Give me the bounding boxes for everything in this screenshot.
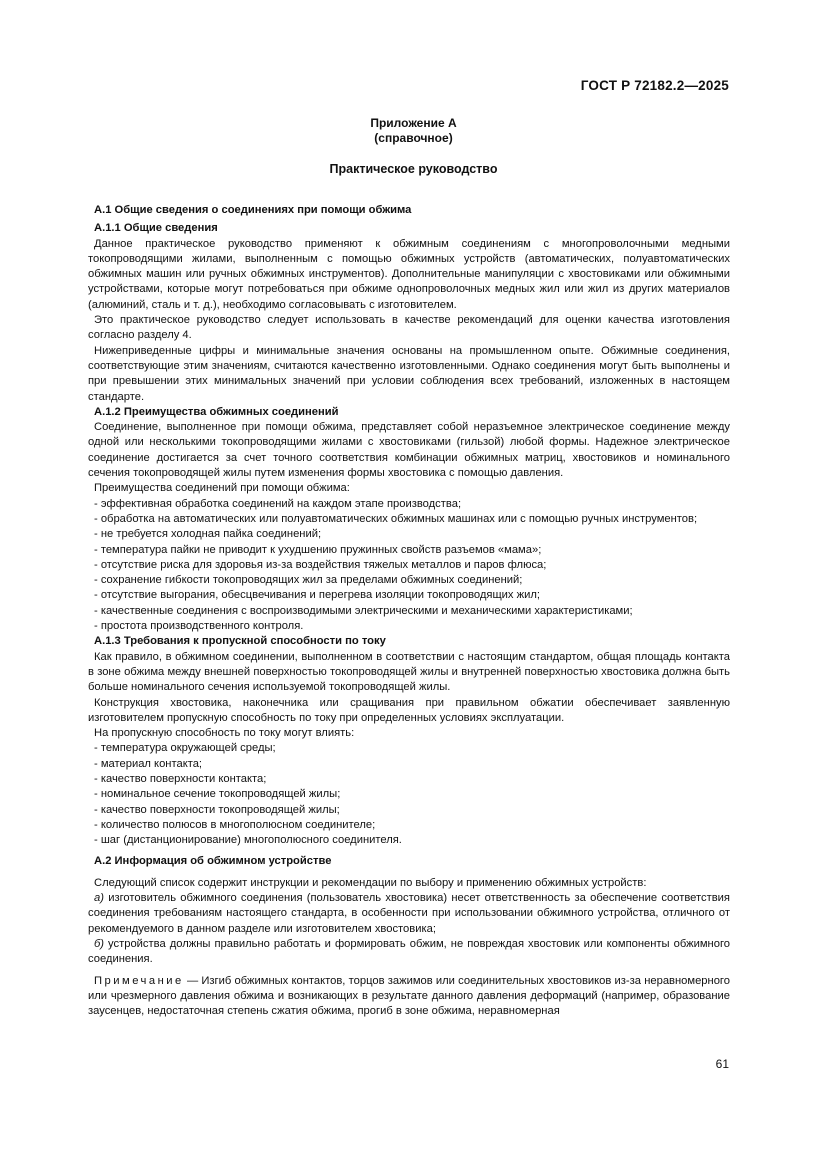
list-item: - эффективная обработка соединений на каждом этапе производства; xyxy=(94,497,462,510)
list-item-a xyxy=(88,891,730,937)
section-a1-heading: А.1 Общие сведения о соединениях при помощи обжима xyxy=(94,204,412,216)
paragraph: Преимущества соединений при помощи обжима: xyxy=(94,482,350,495)
list-item: - простота производственного контроля. xyxy=(94,620,304,633)
paragraph: Соединение, выполненное при помощи обжима, представляет собой неразъемное электрическое соединение между одной или несколькими токопроводящими жилами с хвостовиками (гильзой) любой формы. Надежное электрическое соединение достигается за счет точного соответствия комбинации обжимных матриц, хвостовиков и номинального сечения токопроводящей жилы путем изменения формы хвостовика с помощью давления. xyxy=(88,421,730,480)
paragraph: Данное практическое руководство применяют к обжимным соединениям с многопроволочными медными токопроводящими жилами, выполненным с помощью обжимных устройств (автоматических, полуавтоматических обжимных машин или ручных обжимных инструментов). Дополнительные манипуляции с хвостовиками или обжимными устройствами, которые могут потребоваться при обжиме однопроволочных медных жил или жил из других материалов (алюминий, сталь и т. д.), необходимо согласовывать с изготовителем. xyxy=(88,237,730,311)
list-item: - качество поверхности токопроводящей жилы; xyxy=(94,803,340,816)
item-text: устройства должны правильно работать и формировать обжим, не повреждая хвостовик или компоненты обжимного соединения. xyxy=(88,937,730,966)
list-item: - качество поверхности контакта; xyxy=(94,772,267,785)
list-item: - качественные соединения с воспроизводимыми электрическими и механическими характеристиками; xyxy=(94,604,633,617)
list-item: - номинальное сечение токопроводящей жилы; xyxy=(94,788,341,801)
section-a11-heading: А.1.1 Общие сведения xyxy=(94,222,218,235)
section-a12-heading: А.1.2 Преимущества обжимных соединений xyxy=(94,405,339,418)
list-item: - отсутствие выгорания, обесцвечивания и перегрева изоляции токопроводящих жил; xyxy=(94,589,540,602)
appendix-heading xyxy=(0,116,827,146)
list-item: - температура пайки не приводит к ухудшению пружинных свойств разъемов «мама»; xyxy=(94,543,542,556)
list-item: - не требуется холодная пайка соединений; xyxy=(94,528,322,541)
list-item: - шаг (дистанционирование) многополюсного соединителя. xyxy=(94,834,402,847)
list-item: - количество полюсов в многополюсном соединителе; xyxy=(94,818,376,831)
item-text: изготовитель обжимного соединения (пользователь хвостовика) несет ответственность за обеспечение соответствия соединения требованиям настоящего стандарта, в особенности при использовании обжимного устройства, отличного от рекомендуемого в данном разделе или изготовителем хвостовика; xyxy=(88,892,730,935)
paragraph: Следующий список содержит инструкции и рекомендации по выбору и применению обжимных устройств: xyxy=(94,876,647,889)
advantages-list xyxy=(88,497,730,635)
item-letter: б) xyxy=(94,937,105,950)
list-item-b xyxy=(88,937,730,968)
list-item: - обработка на автоматических или полуавтоматических обжимных машинах или с помощью ручных инструментов; xyxy=(94,512,698,525)
paragraph: Нижеприведенные цифры и минимальные значения основаны на промышленном опыте. Обжимные соединения, соответствующие этим значениям, считаются качественно изготовленными. Однако соединения могут быть выполнены и при превышении этих минимальных значений при условии соблюдения всех требований, изложенных в настоящем стандарте. xyxy=(88,344,730,403)
appendix-title: Приложение А xyxy=(370,116,457,130)
note xyxy=(88,974,730,1020)
paragraph: Это практическое руководство следует использовать в качестве рекомендаций для оценки качества изготовления согласно разделу 4. xyxy=(88,314,730,342)
page-number: 61 xyxy=(715,1057,729,1071)
item-letter: а) xyxy=(94,892,104,905)
document-body xyxy=(88,200,730,1019)
list-item: - отсутствие риска для здоровья из-за воздействия тяжелых металлов и паров флюса; xyxy=(94,558,547,571)
section-a13-heading: А.1.3 Требования к пропускной способности по току xyxy=(94,635,386,648)
appendix-kind: (справочное) xyxy=(374,131,453,145)
paragraph: Конструкция хвостовика, наконечника или сращивания при правильном обжатии обеспечивает заявленную изготовителем пропускную способность по току при определенных условиях эксплуатации. xyxy=(88,696,730,724)
paragraph: Как правило, в обжимном соединении, выполненном в соответствии с настоящим стандартом, общая площадь контакта в зоне обжима между внешней поверхностью токопроводящей жилы и внутренней поверхностью хвостовика должна быть больше номинального сечения используемой токопроводящей жилы. xyxy=(88,650,730,694)
document-title: Практическое руководство xyxy=(329,162,498,176)
list-item: - сохранение гибкости токопроводящих жил за пределами обжимных соединений; xyxy=(94,574,523,587)
paragraph: На пропускную способность по току могут влиять: xyxy=(94,727,355,740)
document-code: ГОСТ Р 72182.2—2025 xyxy=(580,78,729,93)
section-a2-heading: А.2 Информация об обжимном устройстве xyxy=(94,855,332,868)
note-text: — Изгиб обжимных контактов, торцов зажимов или соединительных хвостовиков из-за неравномерного или чрезмерного давления обжима и возникающих в результате данного давления деформаций (например, образование заусенцев, недостаточная степень сжатия обжима, прогиб в зоне обжима, неравномерная xyxy=(88,974,730,1018)
list-item: - температура окружающей среды; xyxy=(94,742,276,755)
list-item: - материал контакта; xyxy=(94,757,203,770)
note-label: Примечание xyxy=(94,974,184,987)
factors-list xyxy=(88,741,730,848)
